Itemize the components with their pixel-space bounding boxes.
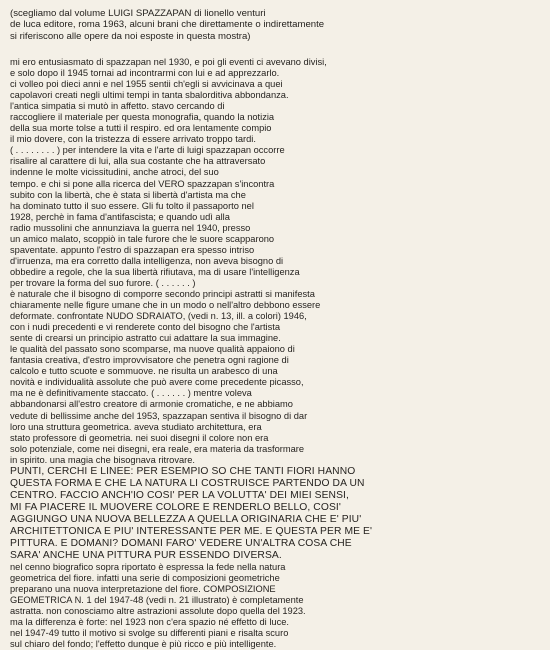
text-line: le qualità del passato sono scomparse, ma nuove qualità appaiono di (10, 344, 295, 355)
text-line: ci volleo poi dieci anni e nel 1955 sentii ch'egli si avvicinava a quei (10, 79, 283, 90)
text-line: abbandonarsi all'estro creatore di armonie cromatiche, e ne abbiamo (10, 399, 293, 410)
text-line: nel 1947-49 tutto il motivo si svolge su differenti piani e risalta scuro (10, 628, 289, 639)
text-line: ha dominato tutto il suo essere. Gli fu tolto il passaporto nel (10, 200, 254, 211)
intro-line: (scegliamo dal volume LUIGI SPAZZAPAN di lionello venturi (10, 8, 266, 19)
text-line: vedute di bellissime anche del 1953, spazzapan sentiva il bisogno di dar (10, 410, 308, 421)
text-line: risalire al carattere di lui, alla sua costante che ha attraversato (10, 156, 266, 167)
text-line: obbedire a regole, che la sua libertà rifiutava, ma di usare l'intelligenza (10, 266, 300, 277)
text-line: loro una struttura geometrica. aveva studiato architettura, era (10, 421, 262, 432)
quote-line: MI FA PIACERE IL MUOVERE COLORE E RENDERLO BELLO, COSI' (10, 501, 341, 513)
text-line: nel cenno biografico sopra riportato è espressa la fede nella natura (10, 561, 286, 572)
text-line: e solo dopo il 1945 tornai ad incontrarmi con lui e ad apprezzarlo. (10, 68, 280, 79)
text-line: raccogliere il materiale per questa monografia, quando la notizia (10, 112, 275, 123)
text-line: è naturale che il bisogno di comporre secondo principi astratti si manifesta (10, 288, 315, 299)
text-line: tempo. e chi si pone alla ricerca del VERO spazzapan s'incontra (10, 178, 275, 189)
quote-line: AGGIUNGO UNA NUOVA BELLEZZA A QUELLA ORIGINARIA CHE E' PIU' (10, 513, 362, 525)
text-line: calcolo e tutto scuote e sommuove. ne risulta un arabesco di una (10, 366, 278, 377)
text-line: deformate. confrontate NUDO SDRAIATO, (vedi n. 13, ill. a colori) 1946, (10, 311, 307, 322)
intro-line: si riferiscono alle opere da noi esposte in questa mostra) (10, 30, 251, 42)
intro-line: de luca editore, roma 1963, alcuni brani che direttamente o indirettamente (10, 19, 325, 31)
paragraph-closing (10, 562, 542, 650)
text-line: spaventate. appunto l'estro di spazzapan era spesso intriso (10, 244, 255, 255)
text-line: per trovare la forma del suo furore. ( . . . . . . ) (10, 277, 196, 288)
intro-note (10, 8, 530, 42)
text-line: solo potenziale, come nei disegni, era reale, era materia da trasformare (10, 443, 305, 454)
quote-line: PUNTI, CERCHI E LINEE: PER ESEMPIO SO CHE TANTI FIORI HANNO (10, 465, 356, 477)
text-line: il mio dovere, con la tristezza di essere arrivato troppo tardi. (10, 134, 256, 145)
text-line: un amico malato, scoppiò in tale furore che le suore scapparono (10, 233, 275, 244)
text-line: geometrica del fiore. infatti una serie di composizioni geometriche (10, 572, 280, 583)
text-line: novità e individualità assolute che può avere come precedente picasso, (10, 377, 304, 388)
text-line: preparano una nuova interpretazione del fiore. COMPOSIZIONE (10, 583, 276, 594)
text-line: ( . . . . . . . . ) per intendere la vita e l'arte di luigi spazzapan occorre (10, 145, 285, 156)
artist-quote (10, 466, 542, 562)
text-line: capolavori creati negli ultimi tempi in tanta sbalorditiva abbondanza. (10, 90, 289, 101)
text-line: sente di crearsi un principio astratto cui adattare la sua immagine. (10, 333, 281, 344)
text-line: ma la differenza è forte: nel 1923 non c'era spazio né effetto di luce. (10, 616, 289, 627)
text-line: d'irruenza, ma era corretto dalla intelligenza, non aveva bisogno di (10, 255, 284, 266)
text-line: astratta. non conosciamo altre astrazioni assolute dopo quella del 1923. (10, 605, 306, 616)
quote-line: PITTURA. E DOMANI? DOMANI FARO' VEDERE UN'ALTRA COSA CHE (10, 537, 352, 549)
text-line: della sua morte tolse a tutti il respiro. ed ora lentamente compio (10, 123, 272, 134)
text-line: sul chiaro del fondo; l'effetto dunque è più ricco e più intelligente. (10, 639, 277, 650)
text-line: stato professore di geometria. nei suoi disegni il colore non era (10, 432, 269, 443)
quote-line: QUESTA FORMA E CHE LA NATURA LI COSTRUISCE PARTENDO DA UN (10, 477, 365, 489)
quote-line: ARCHITETTONICA E PIU' INTERESSANTE PER ME. E QUESTA PER ME E' (10, 525, 373, 537)
text-line: GEOMETRICA N. 1 del 1947-48 (vedi n. 21 illustrato) è completamente (10, 594, 304, 605)
text-line: in spirito. una magia che bisognava ritrovare. (10, 454, 196, 465)
quote-line: CENTRO. FACCIO ANCH'IO COSI' PER LA VOLUTTA' DEI MIEI SENSI, (10, 489, 349, 501)
text-line: 1928, perchè in fama d'antifascista; e quando udì alla (10, 211, 230, 222)
quote-line: SARA' ANCHE UNA PITTURA PUR ESSENDO DIVERSA. (10, 549, 282, 561)
text-line: ma ne è definitivamente staccato. ( . . . . . . ) mentre voleva (10, 388, 252, 399)
paragraph-main (10, 57, 542, 466)
text-line: fantasia creativa, d'estro improvvisatore che penetra ogni ragione di (10, 355, 289, 366)
text-line: radio mussolini che annunziava la guerra nel 1940, presso (10, 222, 251, 233)
text-line: subito con la libertà, che è stata si libertà d'artista ma che (10, 189, 246, 200)
article-body (10, 57, 542, 650)
text-line: mi ero entusiasmato di spazzapan nel 1930, e poi gli eventi ci avevano divisi, (10, 57, 327, 67)
text-line: con i nudi precedenti e vi renderete conto del bisogno che l'artista (10, 322, 281, 333)
text-line: indenne le molte vicissitudini, anche atroci, del suo (10, 167, 219, 178)
text-line: chiaramente nelle figure umane che in un modo o nell'altro debbono essere (10, 300, 321, 311)
text-line: l'antica simpatia si mutò in affetto. stavo cercando di (10, 101, 225, 112)
